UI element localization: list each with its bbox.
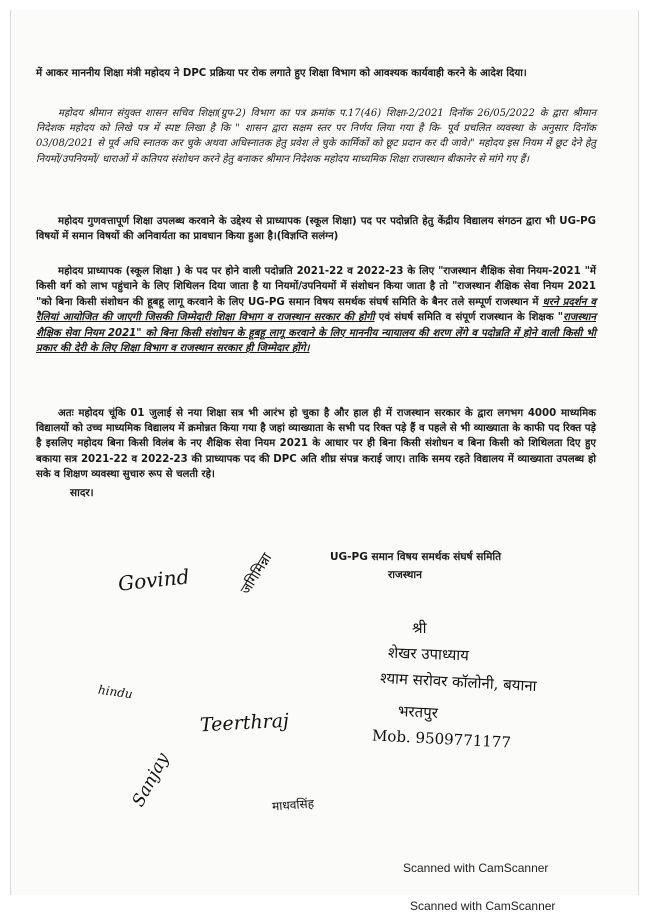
camscanner-watermark-inner: Scanned with CamScanner <box>403 861 549 875</box>
letter-paragraph-1: में आकर माननीय शिक्षा मंत्री महोदय ने DPC प्रक्रिया पर रोक लगाते हुए शिक्षा विभाग को आवश्यक कार्यवाही करने के आदेश दिया। <box>36 68 527 79</box>
para4-underlined-2: राजस्थान शैक्षिक सेवा नियम 2021" को बिना किसी संशोधन के हूबहू लागू करवाने के लिए माननीय न्यायालय की शरण लेंगे व पदोन्नति में होने वाली किसी भी प्रकार की देरी के लिए शिक्षा विभाग व राजस्थान सरकार ही जिम्मेदार होंगे। <box>36 312 596 355</box>
signature-2: जगिमिन्ना <box>237 550 276 598</box>
organization-name: UG-PG समान विषय समर्थक संघर्ष समिति <box>330 551 502 563</box>
contact-city: भरतपुर <box>397 701 439 723</box>
contact-signature: श्री <box>412 619 427 637</box>
signature-govind: Govind <box>116 564 191 596</box>
signature-teerthraj: Teerthraj <box>199 709 290 737</box>
para4-text-mid: एवं संघर्ष समिति व संपूर्ण राजस्थान के शिक्षक " <box>374 312 564 324</box>
closing-salutation: सादर। <box>70 487 94 499</box>
organization-state: राजस्थान <box>388 569 422 581</box>
signature-6: माधवसिंह <box>271 796 315 814</box>
letter-paragraph-3: महोदय गुणवत्तापूर्ण शिक्षा उपलब्ध करवाने के उद्देश्य से प्राध्यापक (स्कूल शिक्षा) पद पर पदोन्नति हेतु केंद्रीय विद्यालय संगठन द्वारा भी UG-PG विषयों में समान विषयों की अनिवार्यता का प्रावधान किया हुआ है।(विज्ञप्ति सलंग्न) <box>36 216 596 243</box>
para4-underlined-1: धरने प्रदर्शन व रैलियां आयोजित की जाएगी जिसकी जिम्मेदारी शिक्षा विभाग व राजस्थान सरकार की होगी <box>36 296 596 324</box>
contact-mobile: Mob. 9509771177 <box>371 726 512 752</box>
letter-paragraph-5: अतः महोदय चूंकि 01 जुलाई से नया शिक्षा सत्र भी आरंभ हो चुका है और हाल ही में राजस्थान सरकार के द्वारा लगभग 4000 माध्यमिक विद्यालयों को उच्च माध्यमिक विद्यालय में क्रमोन्नत किया गया है जहां व्याख्याता के सभी पद रिक्त पड़े हैं व पहले से भी व्याख्याता के काफी पद रिक्त पड़े है इसलिए महोदय बिना किसी विलंब के नए शैक्षिक सेवा नियम 2021 के आधार पर ही बिना किसी संशोधन व बिना किसी को शिथिलता दिए हुए बकाया सत्र 2021-22 व 2022-23 की प्राध्यापक पद की DPC अति शीघ्र संपन्न कराई जाए। ताकि समय रहते विद्यालय में व्याख्याता उपलब्ध हो सके व शिक्षण व्यवस्था सुचारु रूप से चलती रहे। <box>36 408 596 480</box>
contact-address: श्याम सरोवर कॉलोनी, बयाना <box>379 668 538 696</box>
camscanner-watermark-outer: Scanned with CamScanner <box>410 899 556 913</box>
signature-sanjay: Sanjay <box>128 749 174 811</box>
signature-hindu: hindu <box>97 682 134 702</box>
para4-text: महोदय प्राध्यापक (स्कूल शिक्षा ) के पद पर होने वाली पदोन्नति 2021-22 व 2022-23 के लिए "राजस्थान शैक्षिक सेवा नियम-2021 "में किसी वर्ग को लाभ पहुंचाने के लिए शिथिलन दिया जाता है या नियमों/उपनियमों में संशोधन किया जाता है तो "राजस्थान शैक्षिक सेवा नियम 2021 "को बिना किसी संशोधन की हूबहू लागू करवाने के लिए UG-PG समान विषय समर्थक संघर्ष समिति के बैनर तले सम्पूर्ण राजस्थान में <box>36 266 596 308</box>
letter-paragraph-4 <box>36 264 596 356</box>
letter-paragraph-2: महोदय श्रीमान संयुक्त शासन सचिव शिक्षा(ग्रुप-2) विभाग का पत्र क्रमांक प.17(46) शिक्षा-2/2021 दिनॉक 26/05/2022 के द्वारा श्रीमान निदेशक महोदय को लिखे पत्र में स्पष्ट लिखा है कि " शासन द्वारा सक्षम स्तर पर निर्णय लिया गया है कि- पूर्व प्रचलित व्यवस्था के अनुसार दिनॉक 03/08/2021 से पूर्व अधि स्नातक कर चुके अथवा अधिस्नातक हेतु प्रवेश ले चुके कार्मिकों को छूट प्रदान कर दी जावे।" महोदय इस नियम में छूट देने हेतु नियमों/उपनियमों/ धाराओं में कतिपय संशोधन करने हेतु बनाकर श्रीमान निदेशक महोदय माध्यमिक शिक्षा राजस्थान बीकानेर से मांगे गए हैं। <box>36 108 596 165</box>
contact-name: शेखर उपाध्याय <box>387 643 470 665</box>
